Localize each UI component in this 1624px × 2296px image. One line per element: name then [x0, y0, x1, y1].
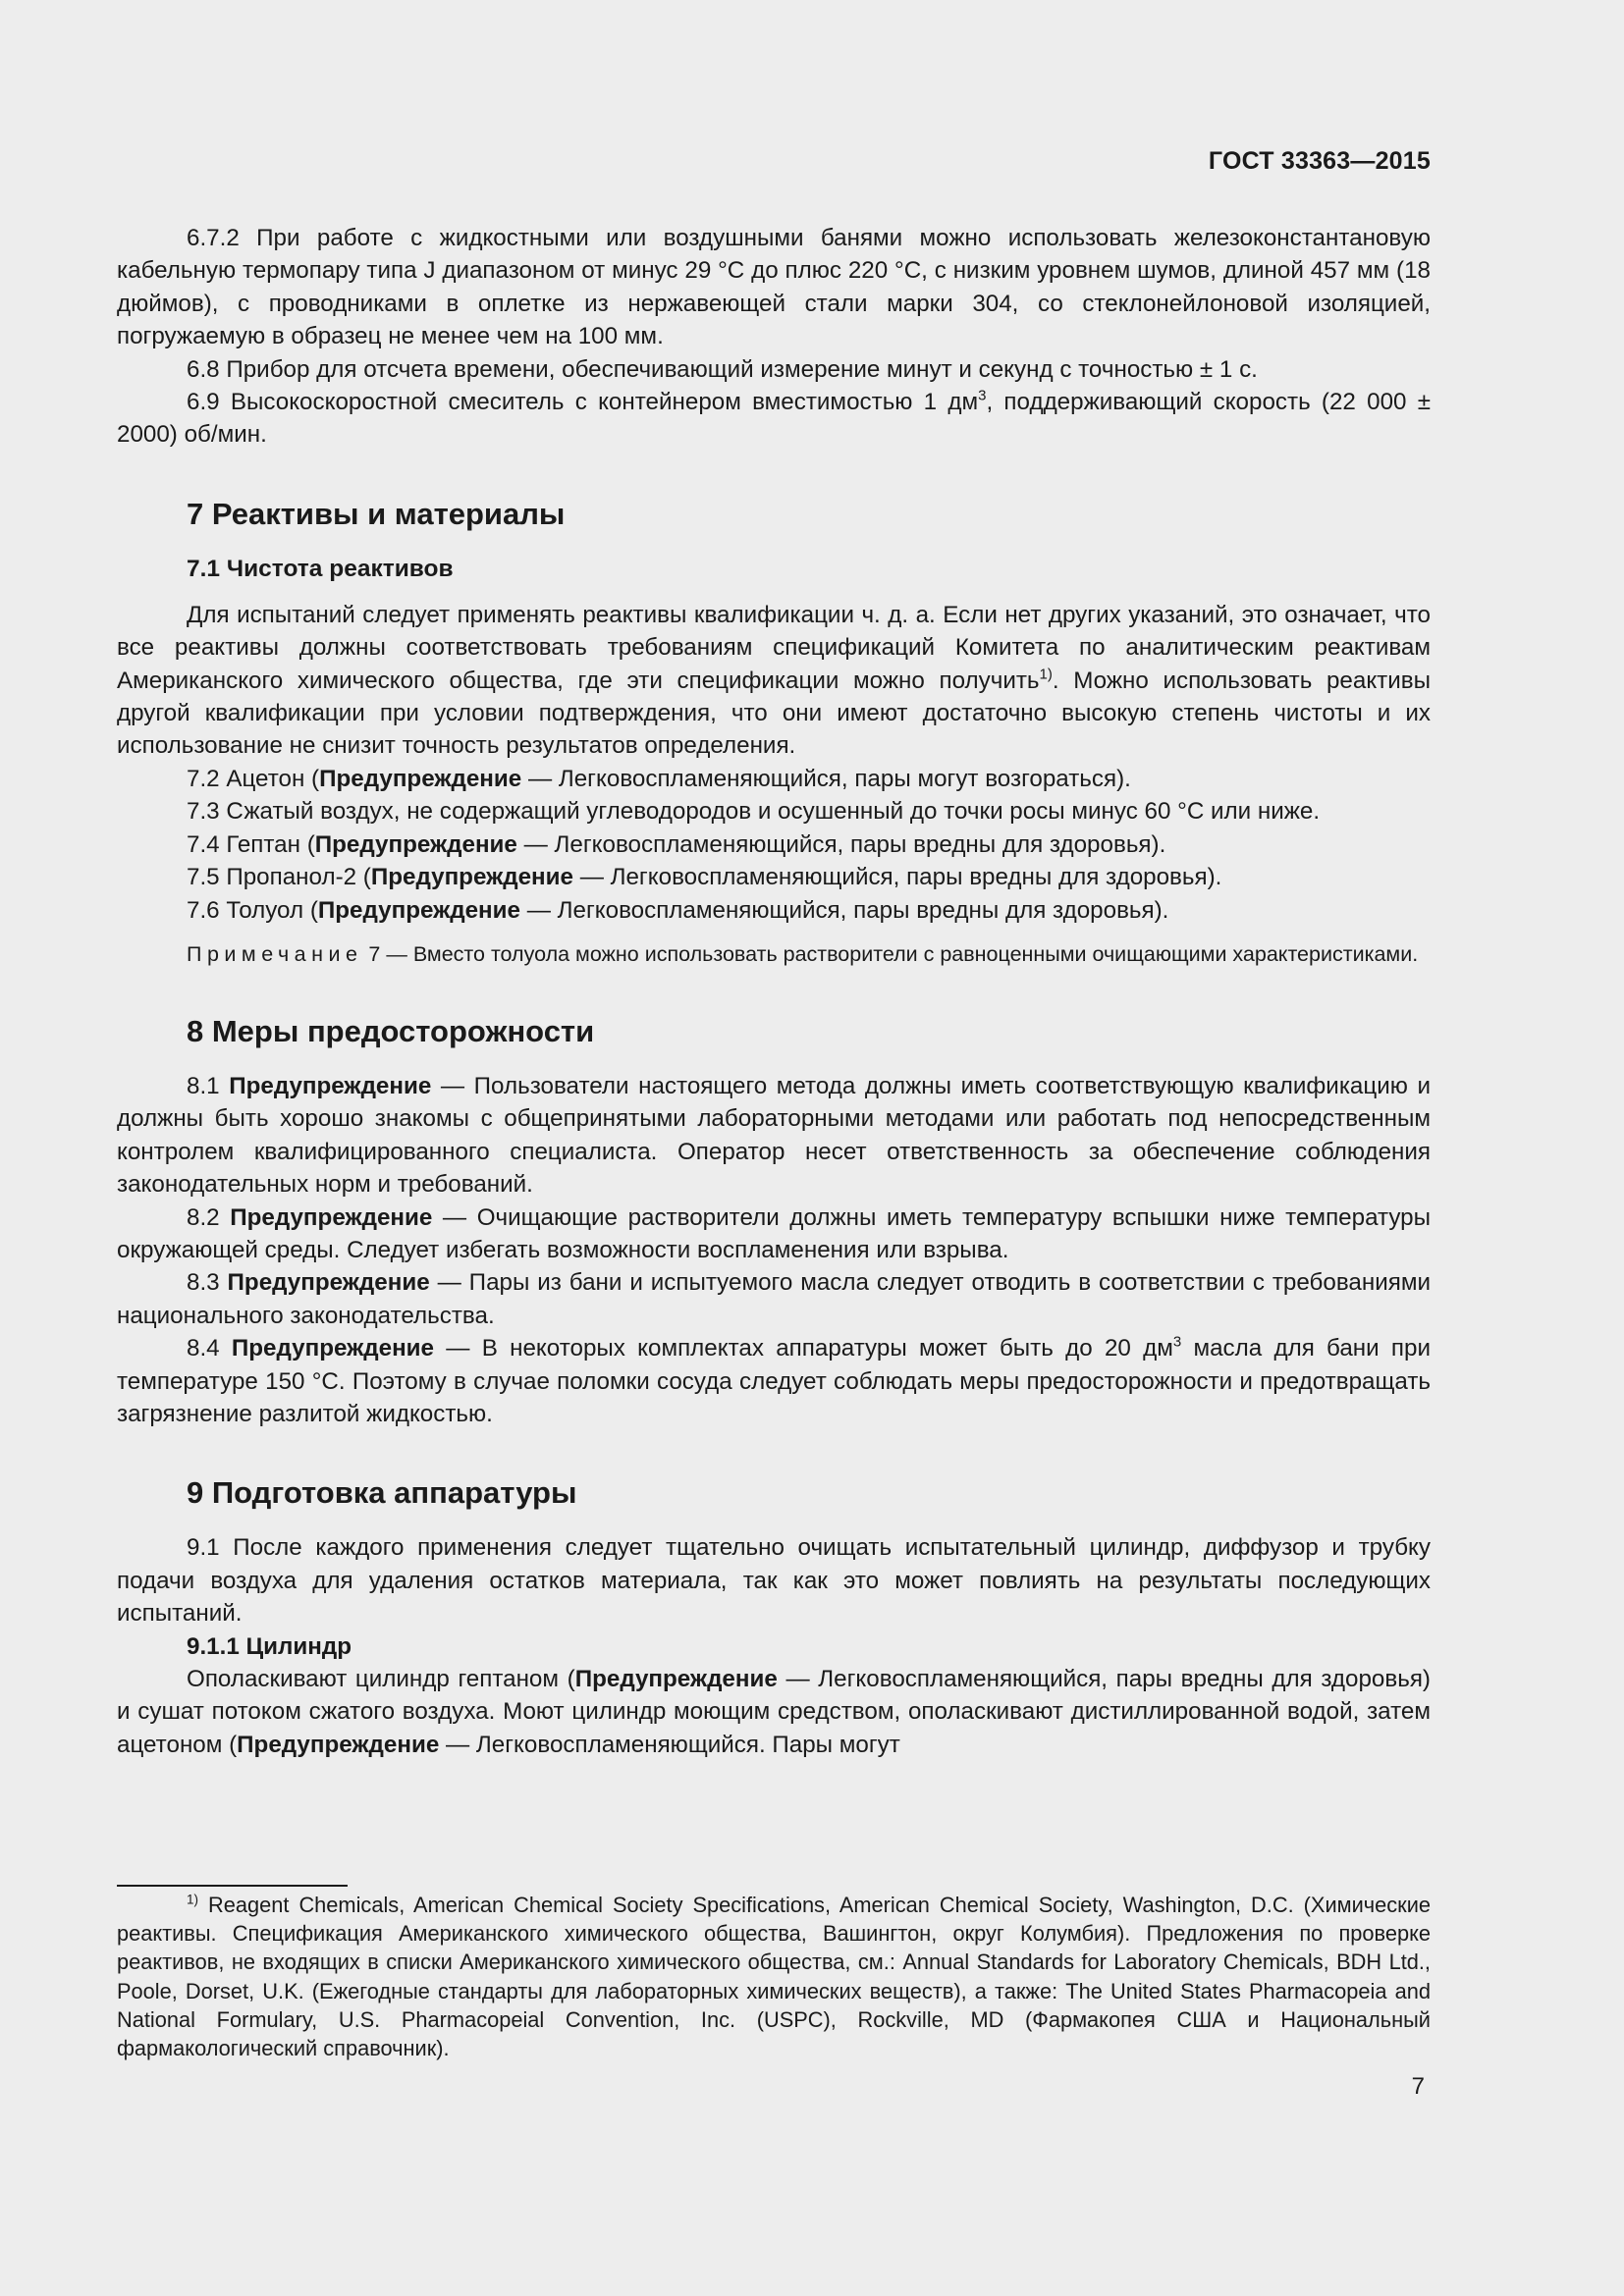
note-label: Примечание: [187, 941, 363, 966]
document-body: [117, 222, 1431, 1761]
superscript: 3: [978, 387, 987, 404]
section-7-1-heading: 7.1 Чистота реактивов: [187, 555, 454, 582]
paragraph-8-3: 8.3 Предупреждение — Пары из бани и испытуемого масла следует отводить в соответствии с требованиями национального законодательства.: [117, 1269, 1431, 1329]
paragraph-6-8: 6.8 Прибор для отсчета времени, обеспечивающий измерение минут и секунд с точностью ± 1 с.: [187, 355, 1258, 383]
footnote-marker: 1): [187, 1892, 199, 1907]
paragraph-8-4: 8.4 Предупреждение — В некоторых комплектах аппаратуры может быть до 20 $дм^3$ масла для бани при температуре 150 °С. Поэтому в случае поломки сосуда следует соблюдать меры предосторожности и предотвращать загрязнение разлитой жидкостью.: [117, 1333, 1431, 1427]
paragraph-8-1: 8.1 Предупреждение — Пользователи настоящего метода должны иметь соответствующую квалификацию и должны быть хорошо знакомы с общепринятыми лабораторными методами или работать под непосредственным контролем квалифицированного специалиста. Оператор несет ответственность за обеспечение соблюдения законодательных норм и требований.: [117, 1072, 1431, 1199]
note-7: Примечание 7 — Вместо толуола можно использовать растворители с равноценными очищающими характеристиками.: [187, 941, 1419, 966]
paragraph-7-6: 7.6 Толуол (Предупреждение — Легковоспламеняющийся, пары вредны для здоровья).: [187, 896, 1169, 924]
paragraph-7-2: 7.2 Ацетон (Предупреждение — Легковоспламеняющийся, пары могут возгораться).: [187, 765, 1131, 792]
paragraph-9-1: 9.1 После каждого применения следует тщательно очищать испытательный цилиндр, диффузор и трубку подачи воздуха для удаления остатков материала, так как это может повлиять на результаты последующих испытаний.: [117, 1534, 1431, 1628]
paragraph-7-4: 7.4 Гептан (Предупреждение — Легковоспламеняющийся, пары вредны для здоровья).: [187, 830, 1166, 858]
footnote-ref: 1): [1039, 666, 1053, 683]
paragraph-6-9: 6.9 Высокоскоростной смеситель с контейнером вместимостью 1 $дм^3$, поддерживающий скорость (22 000 ± 2000) об/мин.: [117, 387, 1432, 449]
paragraph-8-2: 8.2 Предупреждение — Очищающие растворители должны иметь температуру вспышки ниже температуры окружающей среды. Следует избегать возможности воспламенения или взрыва.: [117, 1203, 1431, 1263]
section-7-heading: 7 Реактивы и материалы: [187, 496, 566, 531]
page-number: 7: [1411, 2073, 1425, 2100]
document-code-header: ГОСТ 33363—2015: [1208, 147, 1431, 175]
paragraph-9-1-1: Ополаскивают цилиндр гептаном (Предупреждение — Легковоспламеняющийся, пары вредны для здоровья) и сушат потоком сжатого воздуха. Моют цилиндр моющим средством, ополаскивают дистиллированной водой, затем ацетоном (Предупреждение — Легковоспламеняющийся. Пары могут: [117, 1666, 1431, 1758]
paragraph-7-5: 7.5 Пропанол-2 (Предупреждение — Легковоспламеняющийся, пары вредны для здоровья).: [187, 864, 1222, 891]
paragraph-6-7-2: 6.7.2 При работе с жидкостными или воздушными банями можно использовать железоконстантановую кабельную термопару типа J диапазоном от минус 29 °С до плюс 220 °С, с низким уровнем шумов, длиной 457 мм (18 дюймов), с проводниками в оплетке из нержавеющей стали марки 304, со стеклонейлоновой изоляцией, погружаемую в образец не менее чем на 100 мм.: [117, 225, 1431, 350]
paragraph-7-1: Для испытаний следует применять реактивы квалификации ч. д. а. Если нет других указаний, это означает, что все реактивы должны соответствовать требованиям спецификаций Комитета по аналитическим реактивам Американского химического общества, где эти спецификации можно получить$^{1)}$. Можно использовать реактивы другой квалификации при условии подтверждения, что они имеют достаточно высокую степень чистоты и их использование не снизит точность результатов определения.: [117, 601, 1431, 760]
footnote-1: $^{1)}$ Reagent Chemicals, American Chemical Society Specifications, American Chemical Society, Washington, D.C. (Химические реактивы. Спецификация Американского химического общества, Вашингтон, округ Колумбия). Предложения по проверке реактивов, не входящих в списки Американского химического общества, см.: Annual Standards for Laboratory Chemicals, BDH Ltd., Poole, Dorset, U.K. (Ежегодные стандарты для лабораторных химических веществ), а также: The United States Pharmacopeia and National Formulary, U.S. Pharmacopeial Convention, Inc. (USPC), Rockville, MD (Фармакопея США и Национальный фармакологический справочник).: [117, 1892, 1431, 2061]
section-9-heading: 9 Подготовка аппаратуры: [187, 1475, 577, 1511]
superscript: 3: [1172, 1333, 1182, 1351]
section-8-heading: 8 Меры предосторожности: [187, 1013, 595, 1048]
section-9-1-1-heading: 9.1.1 Цилиндр: [187, 1632, 352, 1660]
paragraph-7-3: 7.3 Сжатый воздух, не содержащий углеводородов и осушенный до точки росы минус 60 °С или ниже.: [187, 798, 1321, 826]
footnote-divider: [117, 1885, 348, 1887]
